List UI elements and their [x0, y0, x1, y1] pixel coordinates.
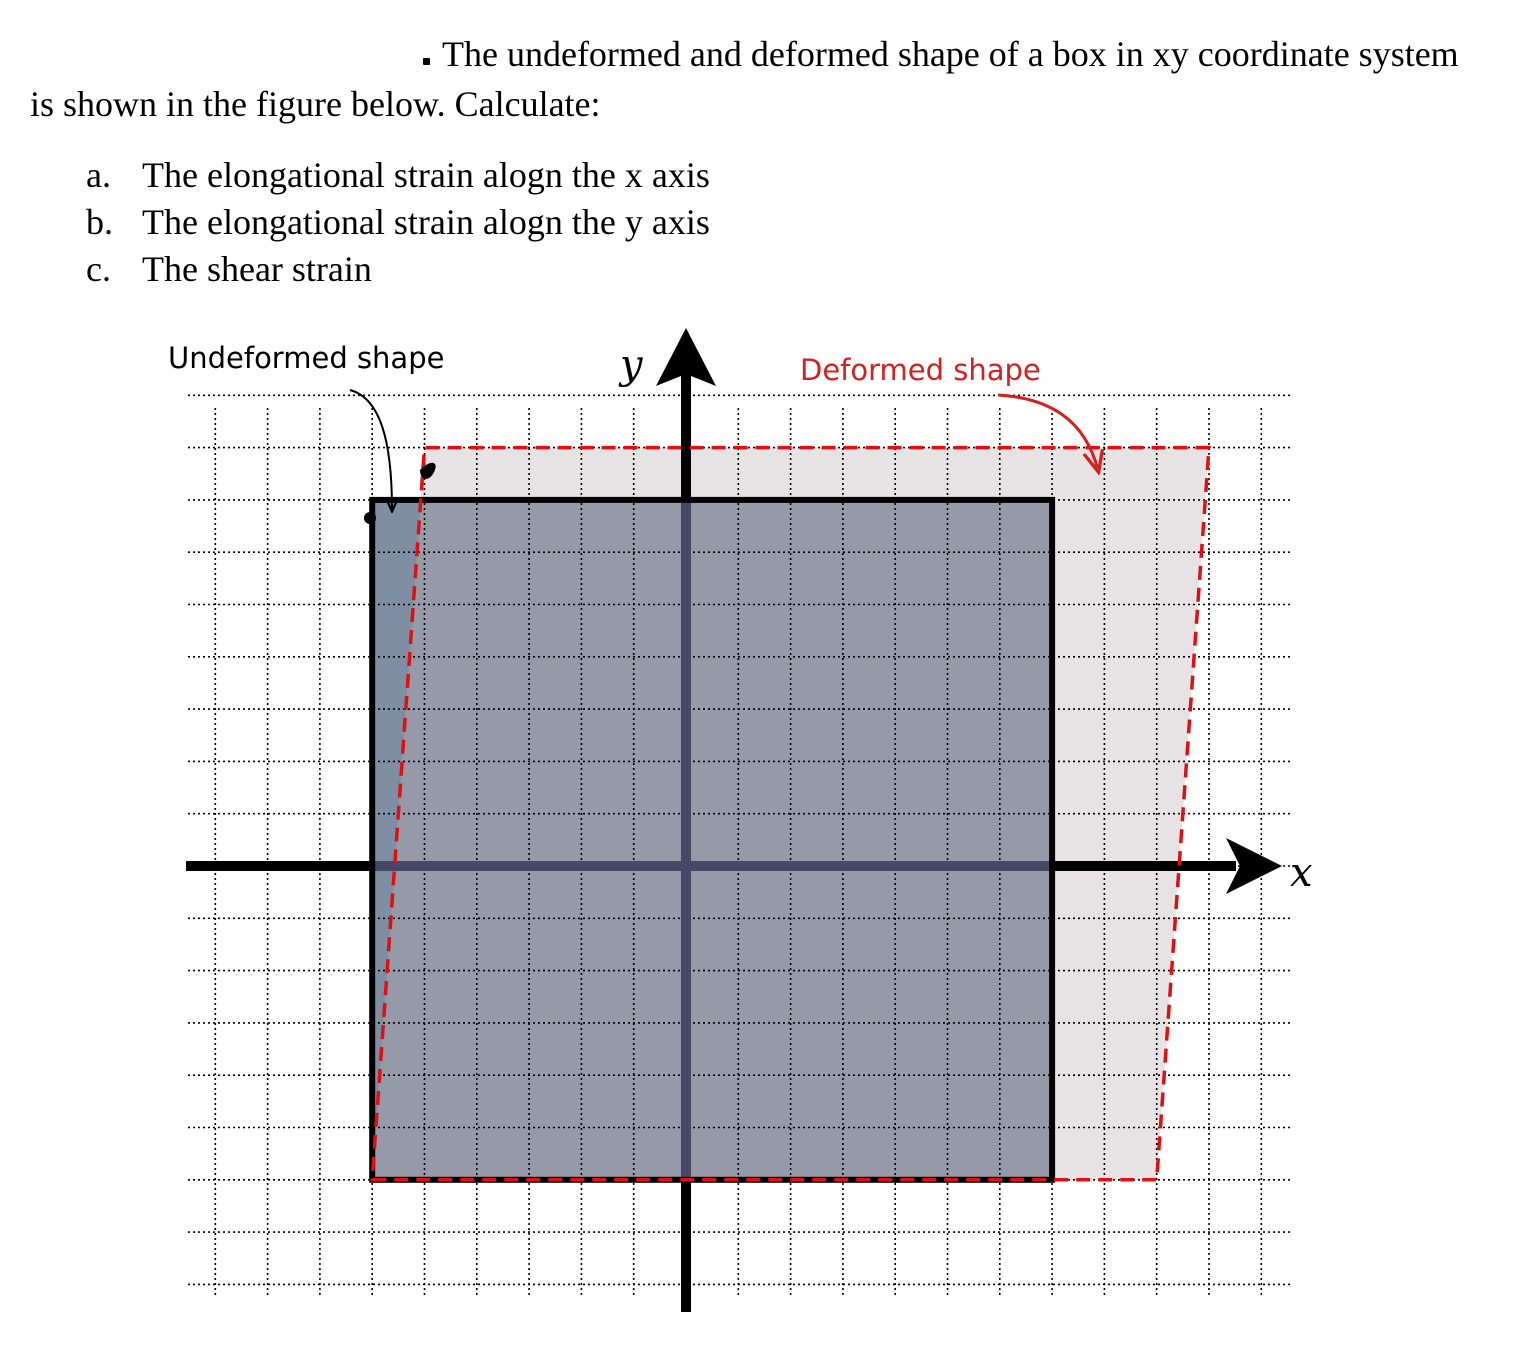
- x-axis-label: x: [1290, 850, 1313, 896]
- y-axis-label: y: [620, 342, 643, 388]
- problem-intro-line1: The undeformed and deformed shape of a box in xy coordinate system: [442, 34, 1459, 74]
- item-a-text: The elongational strain alogn the x axis: [142, 155, 710, 195]
- item-b-letter: b.: [86, 202, 113, 242]
- item-c-letter: c.: [86, 249, 111, 289]
- item-a-letter: a.: [86, 155, 111, 195]
- undeformed-shape-label: Undeformed shape: [168, 341, 445, 375]
- item-c-text: The shear strain: [142, 249, 372, 289]
- undeformed-corner-marker: [364, 512, 376, 524]
- overlap-region-fill: [372, 500, 1052, 1180]
- undeformed-pointer-arrow: [350, 390, 392, 510]
- deformed-shape-label: Deformed shape: [800, 353, 1041, 387]
- problem-intro-line2: is shown in the figure below. Calculate:: [30, 84, 601, 124]
- item-b-text: The elongational strain alogn the y axis: [142, 202, 710, 242]
